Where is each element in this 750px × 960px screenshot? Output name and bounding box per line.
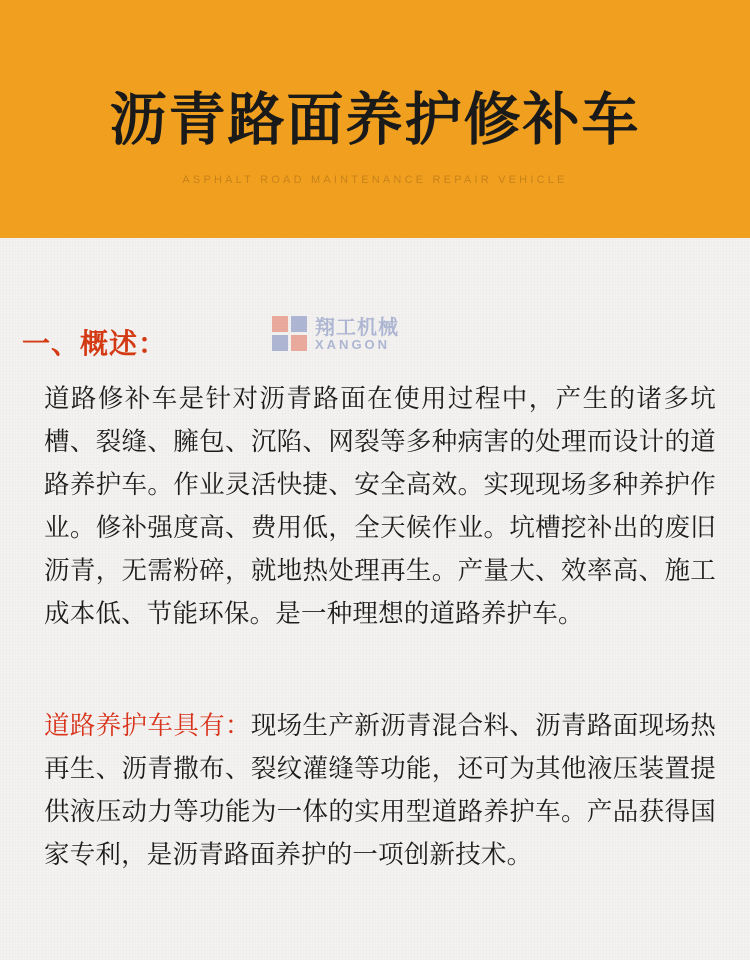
paragraph-features <box>44 705 716 877</box>
paragraph-overview: 道路修补车是针对沥青路面在使用过程中，产生的诸多坑槽、裂缝、臃包、沉陷、网裂等多种病害的处理而设计的道路养护车。作业灵活快捷、安全高效。实现现场多种养护作业。修补强度高、费用低，全天候作业。坑槽挖补出的废旧沥青，无需粉碎，就地热处理再生。产量大、效率高、施工成本低、节能环保。是一种理想的道路养护车。 <box>44 384 716 629</box>
brand-name-cn: 翔工机械 <box>315 314 399 339</box>
brand-watermark-text <box>315 314 399 352</box>
brand-logo-icon <box>272 316 308 352</box>
brand-name-en: XANGON <box>315 336 391 352</box>
content-area <box>0 238 750 960</box>
banner-title: 沥青路面养护修补车 <box>109 87 641 153</box>
features-body-text: 现场生产新沥青混合料、沥青路面现场热再生、沥青撒布、裂纹灌缝等功能，还可为其他液压装置提供液压动力等功能为一体的实用型道路养护车。产品获得国家专利，是沥青路面养护的一项创新技术。 <box>44 711 716 870</box>
brand-watermark <box>272 316 399 352</box>
section-heading-overview: 一、概述： <box>22 327 168 360</box>
features-lead-text: 道路养护车具有： <box>44 711 251 741</box>
banner-subtitle: ASPHALT ROAD MAINTENANCE REPAIR VEHICLE <box>182 174 568 186</box>
header-banner <box>0 0 750 238</box>
